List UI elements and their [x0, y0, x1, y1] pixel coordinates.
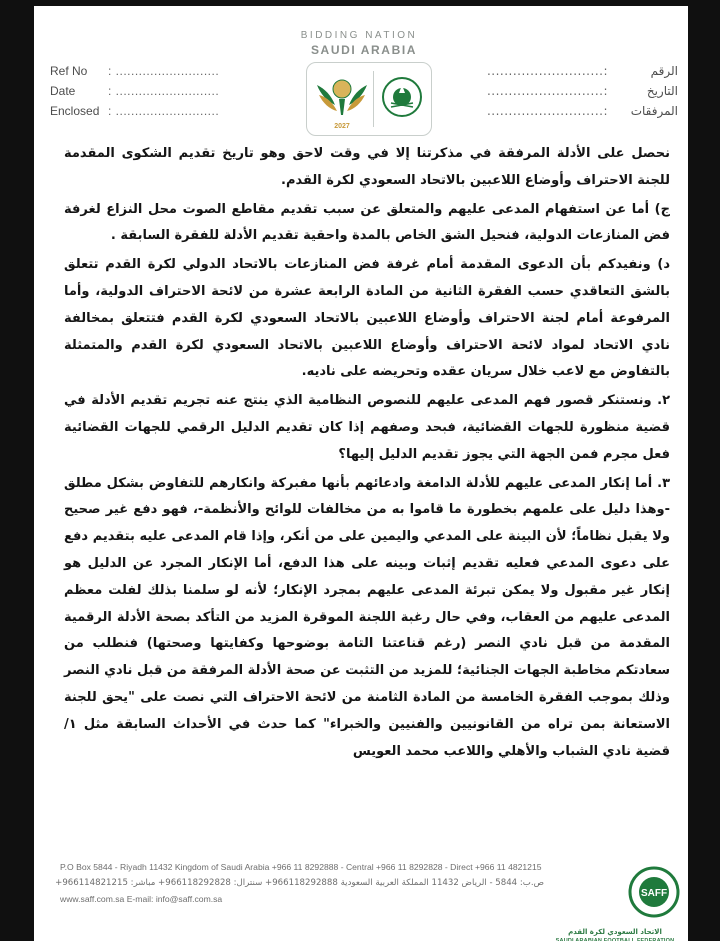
meta-date-label: Date [50, 84, 76, 98]
meta-date-ar [478, 84, 678, 102]
meta-ref-no-ar [478, 64, 678, 82]
meta-ref-no-ar-label: الرقم [650, 64, 678, 78]
saff-crest-logo [379, 73, 425, 125]
meta-ref-no [50, 64, 240, 82]
meta-date-value: : ........................... [108, 84, 220, 98]
letter-body [64, 141, 670, 767]
saff-name-en: SAUDI ARABIAN FOOTBALL FEDERATION [555, 938, 675, 941]
meta-ref-no-value: : ........................... [108, 64, 220, 78]
footer-address-en: P.O Box 5844 - Riyadh 11432 Kingdom of Saudi Arabia +966 11 8292888 - Central +966 11 8292828 - Direct +966 11 4821215 [60, 862, 542, 872]
body-paragraph: د) ونفيدكم بأن الدعوى المقدمة أمام غرفة فض المنازعات بالاتحاد الدولي لكرة القدم تتعلق بالشق التعاقدي حسب الفقرة الثانية من المادة الرابعة عشرة من لائحة الاحتراف الدولية، وأما المرفوعة أمام لجنة الاحتراف وأوضاع اللاعبين بالاتحاد السعودي لكرة القدم فتتعلق بمخالفة نادي الاتحاد لمواد لائحة الاحتراف وأوضاع اللاعبين بالاتحاد السعودي لكرة القدم والمتمثلة بالتفاوض مع لاعب خلال سريان عقده وتحريضه على ناديه. [64, 257, 670, 380]
bid-logo-stem [339, 99, 345, 115]
meta-enclosed-ar-value: ...........................: [486, 104, 608, 118]
bid-logo-year: 2027 [334, 123, 350, 130]
saudi-bid-2027-logo [313, 65, 371, 133]
meta-date-ar-value: ...........................: [486, 84, 608, 98]
saff-footer-crest [624, 862, 684, 932]
meta-enclosed [50, 104, 240, 122]
body-paragraph: ج) أما عن استفهام المدعى عليهم والمتعلق عن سبب تقديم مقاطع الصوت محل النزاع لغرفة فض المنازعات الدولية، فنحيل الشق الخاص بالمدة واحقية تقديم الأدلة للفقرة السابقة . [64, 201, 670, 244]
meta-enclosed-ar-label: المرفقات [630, 104, 678, 118]
bid-nation-subtitle: SAUDI ARABIA [310, 43, 418, 57]
meta-ref-no-label: Ref No [50, 64, 88, 78]
saff-footer-crest-text: SAFF [640, 888, 668, 899]
footer-web-email: www.saff.com.sa E-mail: info@saff.com.sa [60, 894, 223, 904]
bid-logo-ball [333, 80, 351, 98]
body-paragraph: ٢. ونستنكر قصور فهم المدعى عليهم للنصوص النظامية الذي ينتج عنه تجريم تقديم الأدلة في قضية منظورة للجهات القضائية، فبحد وصفهم إذا كان تقديم الدليل الرقمي للجهات القضائية فعل مجرم فمن الجهة التي يجوز تقديم الدليل إليها؟ [64, 393, 670, 462]
footer-address-ar: ص.ب: 5844 - الرياض 11432 المملكة العربية السعودية 966118292888+ سنترال: 966118292828+ مباشر: 966114821215+ [55, 878, 544, 888]
saff-name-ar: الاتحاد السعودي لكرة القدم [568, 928, 662, 936]
meta-date-ar-label: التاريخ [646, 84, 678, 98]
body-paragraph: نحصل على الأدلة المرفقة في مذكرتنا إلا في وقت لاحق وهو تاريخ تقديم الشكوى المقدمة للجنة الاحتراف وأوضاع اللاعبين بالاتحاد السعودي لكرة القدم. [64, 146, 670, 188]
body-paragraph: ٣. أما إنكار المدعى عليهم للأدلة الدامغة وادعائهم بأنها مفبركة وانكارهم للتفاوض بشكل مطلق -وهذا دليل على علمهم بخطورة ما قاموا به من مخالفات للوائح والأنظمة-، فهو دفع غير صحيح ولا يقبل نظاماً؛ لأن البينة على المدعي واليمين على من أنكر، وإذا قام المدعى عليه بتقديم دفع على دعوى المدعي فعليه تقديم إثبات وبينه على هذا الدفع، أما الإنكار المجرد عن الدليل هو إنكار غير مقبول ولا يمكن تبرئة المدعى عليهم بمجرد الإنكار؛ لأنه لو سلمنا بذلك لفلت معظم المدعى عليهم من العقاب، وفي حال رغبة اللجنة الموقرة المزيد من التأكد بصحة الأدلة الرقمية المقدمة من قبل نادي النصر (رغم قناعتنا التامة بوضوحها وكفايتها وصحتها) فنطلب من سعادتكم مخاطبة الجهات الجنائية؛ للمزيد من التثبت عن صحة الأدلة المرفقة من قبل نادي النصر وذلك بموجب الفقرة الخامسة من المادة الثامنة من لائحة الاحتراف التي نصت على "يحق للجنة الاستعانة بمن تراه من القانونيين والفنيين والخبراء" كما حدث في الأحداث السابقة مثل ١/ قضية نادي الشباب والأهلي واللاعب محمد العويس [64, 475, 670, 759]
meta-date [50, 84, 240, 102]
logo-divider [373, 71, 374, 127]
meta-enclosed-value: : ........................... [108, 104, 220, 118]
meta-enclosed-label: Enclosed [50, 104, 100, 118]
bid-nation-title: BIDDING NATION [300, 30, 418, 41]
meta-ref-no-ar-value: ...........................: [486, 64, 608, 78]
header-logos [306, 62, 432, 136]
meta-enclosed-ar [478, 104, 678, 122]
letter-page [34, 6, 688, 941]
letter-footer [34, 862, 688, 941]
